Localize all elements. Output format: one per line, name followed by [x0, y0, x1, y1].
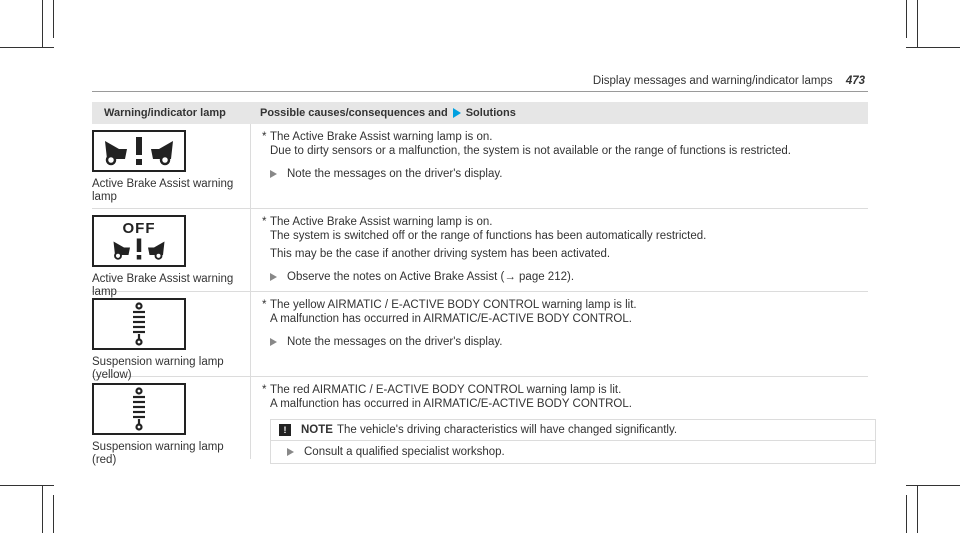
table-header — [92, 102, 868, 124]
col1-header: Warning/indicator lamp — [104, 107, 226, 119]
crop-mark — [906, 0, 907, 38]
active-brake-assist-icon — [92, 130, 186, 172]
crop-mark — [0, 485, 54, 486]
cause-text: A malfunction has occurred in AIRMATIC/E-ACTIVE BODY CONTROL. — [270, 398, 632, 410]
lamp-label: Suspension warning lamp (red) — [92, 441, 224, 466]
cause-text: The system is switched off or the range of functions has been automatically restricted. — [270, 230, 707, 242]
arrow-right-icon — [270, 338, 277, 346]
cause-text: This may be the case if another driving system has been activated. — [270, 248, 611, 260]
off-label: OFF — [122, 220, 156, 237]
lamp-label: Active Brake Assist warning lamp — [92, 273, 234, 298]
table-row: Suspension warning lamp (red) * The red AIRMATIC / E-ACTIVE BODY CONTROL warning lamp is lit. A malfunction has occurred in AIRMATIC/E-ACTIVE BODY CONTROL. ! NOTE The vehicle's driving characteristics will have changed significantly. Consult a qualified specialist workshop. — [92, 377, 868, 459]
action-item: Observe the notes on Active Brake Assist (→ page 212). — [262, 270, 862, 284]
crop-mark — [917, 0, 918, 48]
lamp-label: Suspension warning lamp (yellow) — [92, 356, 224, 381]
col2-header: Possible causes/consequences and Solutions — [260, 107, 516, 119]
action-item: Consult a qualified specialist workshop. — [271, 440, 875, 463]
suspension-icon — [92, 298, 186, 350]
cause-text: A malfunction has occurred in AIRMATIC/E-ACTIVE BODY CONTROL. — [270, 313, 632, 325]
crop-mark — [906, 485, 960, 486]
lamp-label: Active Brake Assist warning lamp — [92, 178, 234, 203]
warning-sign-icon: ! — [279, 424, 291, 436]
header-rule — [92, 91, 868, 92]
suspension-icon — [92, 383, 186, 435]
crop-mark — [53, 0, 54, 38]
arrow-right-icon — [453, 108, 461, 118]
crop-mark — [42, 485, 43, 533]
cause-text: Due to dirty sensors or a malfunction, the system is not available or the range of functions is restricted. — [270, 145, 791, 157]
table-row: Active Brake Assist warning lamp * The Active Brake Assist warning lamp is on. Due to dirty sensors or a malfunction, the system is not available or the range of functions is restricted. Note the messages on the driver's display. — [92, 124, 868, 209]
warning-lamp-table — [92, 102, 868, 466]
note-box — [270, 419, 876, 464]
crop-mark — [42, 0, 43, 48]
table-row: Suspension warning lamp (yellow) * The yellow AIRMATIC / E-ACTIVE BODY CONTROL warning lamp is lit. A malfunction has occurred in AIRMATIC/E-ACTIVE BODY CONTROL. Note the messages on the driver's display. — [92, 292, 868, 377]
crop-mark — [0, 47, 54, 48]
arrow-right-icon — [287, 448, 294, 456]
table-row: OFF Active Brake Assist warning lamp * The Active Brake Assist warning lamp is on. The system is switched off or the range of functions has been automatically restricted. This may be the case if another driving system has been activated. Observe the notes on Active Brake Assist (→ page 212). — [92, 209, 868, 292]
header-title: Display messages and warning/indicator lamps — [592, 75, 833, 87]
crop-mark — [906, 495, 907, 533]
crop-mark — [53, 495, 54, 533]
active-brake-assist-off-icon — [92, 215, 186, 267]
action-item: Note the messages on the driver's display. — [262, 335, 862, 349]
note-text: The vehicle's driving characteristics will have changed significantly. — [336, 424, 678, 436]
arrow-right-icon — [270, 273, 277, 281]
note-title: NOTE — [301, 424, 333, 436]
crop-mark — [906, 47, 960, 48]
cause-text: The red AIRMATIC / E-ACTIVE BODY CONTROL warning lamp is lit. — [270, 384, 622, 396]
crop-mark — [917, 485, 918, 533]
page-number: 473 — [845, 75, 865, 87]
page-header — [593, 75, 865, 87]
cause-text: The Active Brake Assist warning lamp is on. — [270, 216, 493, 228]
cause-text: The yellow AIRMATIC / E-ACTIVE BODY CONTROL warning lamp is lit. — [270, 299, 637, 311]
action-item: Note the messages on the driver's display. — [262, 167, 862, 181]
arrow-right-icon — [270, 170, 277, 178]
cause-text: The Active Brake Assist warning lamp is on. — [270, 131, 493, 143]
